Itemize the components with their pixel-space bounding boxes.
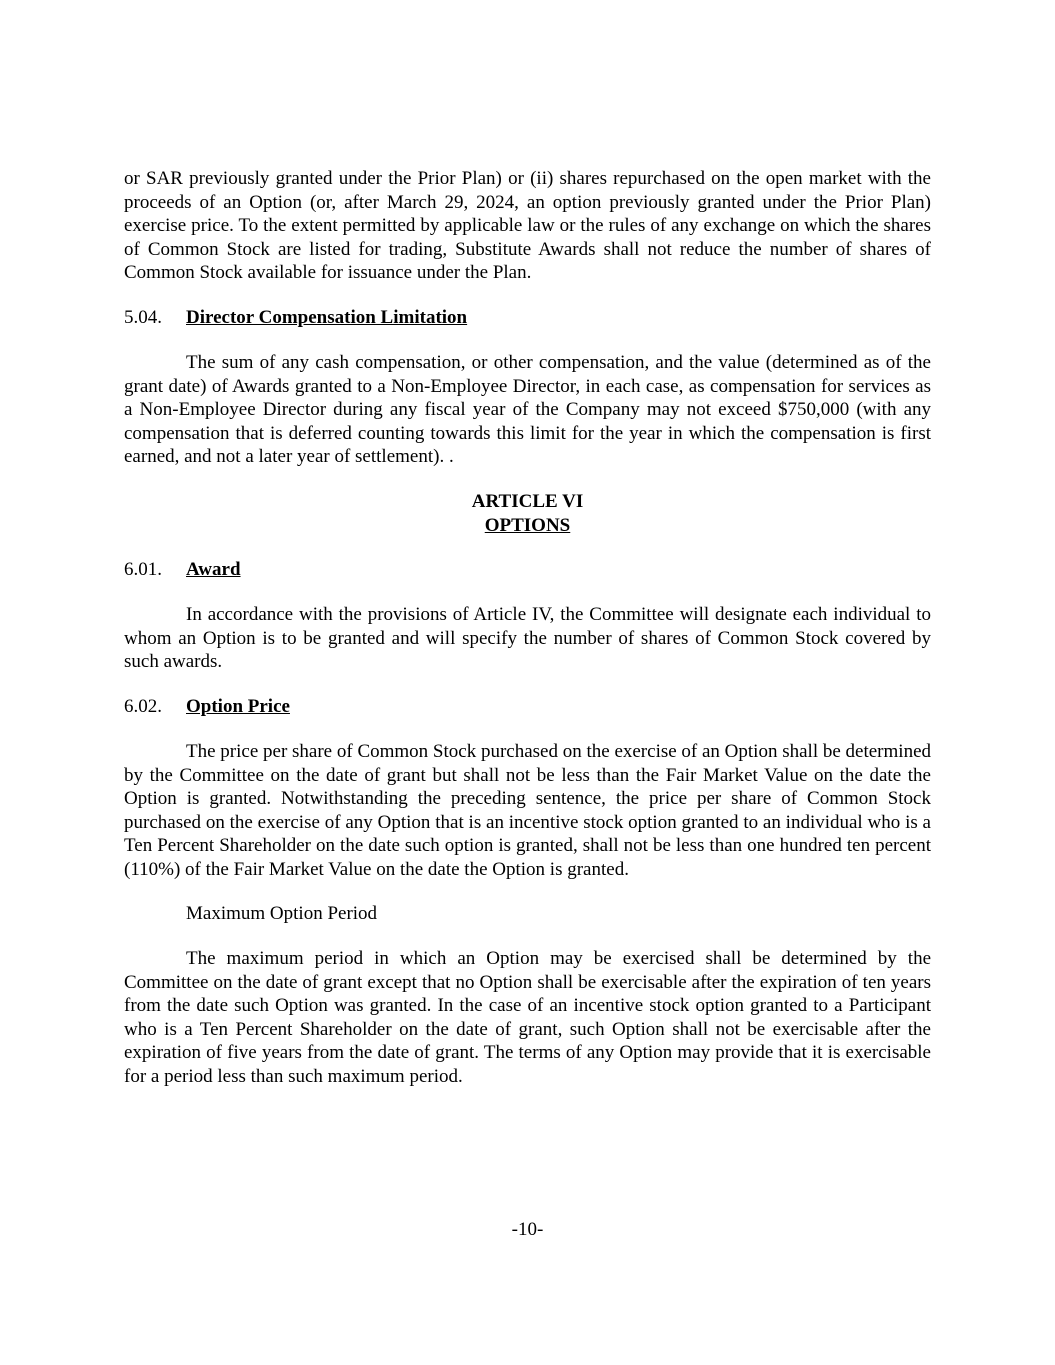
article-heading (124, 490, 931, 537)
section-number: 6.02. (124, 695, 162, 717)
section-number: 6.01. (124, 559, 162, 581)
document-page (124, 167, 931, 1089)
maximum-option-period-body: The maximum period in which an Option may be exercised shall be determined by the Committee on the date of grant except that no Option shall be exercisable after the expiration of ten years from the date such Option was granted. In the case of an incentive stock option granted to a Participant who is a Ten Percent Shareholder on the date of grant, such Option shall not be exercisable after the expiration of five years from the date of grant. The terms of any Option may provide that it is exercisable for a period less than such maximum period. (124, 948, 931, 1088)
section-6-02-body: The price per share of Common Stock purchased on the exercise of an Option shall be determined by the Committee on the date of grant but shall not be less than the Fair Market Value on the date the Option is granted. Notwithstanding the preceding sentence, the price per share of Common Stock purchased on the exercise of any Option that is an incentive stock option granted to an individual who is a Ten Percent Shareholder on the date such option is granted, shall not be less than one hundred ten percent (110%) of the Fair Market Value on the date the Option is granted. (124, 740, 931, 880)
section-5-04-heading (124, 306, 931, 330)
section-6-01-heading (124, 558, 931, 582)
section-6-01-body: In accordance with the provisions of Article IV, the Committee will designate each individual to whom an Option is to be granted and will specify the number of shares of Common Stock covered by such awards. (124, 604, 931, 673)
page-number: -10- (511, 1219, 544, 1240)
maximum-option-period-heading: Maximum Option Period (186, 903, 378, 925)
article-title: OPTIONS (484, 514, 571, 536)
section-title: Director Compensation Limitation (186, 306, 468, 328)
section-6-02-heading (124, 695, 931, 719)
section-number: 5.04. (124, 306, 162, 328)
section-5-04-body: The sum of any cash compensation, or other compensation, and the value (determined as of the grant date) of Awards granted to a Non-Employee Director, in each case, as compensation for services as a Non-Employee Director during any fiscal year of the Company may not exceed $750,000 (with any compensation that is deferred counting towards this limit for the year in which the compensation is first earned, and not a later year of settlement). . (124, 351, 931, 468)
continued-paragraph: or SAR previously granted under the Prior Plan) or (ii) shares repurchased on the open market with the proceeds of an Option (or, after March 29, 2024, an option previously granted under the Prior Plan) exercise price. To the extent permitted by applicable law or the rules of any exchange on which the shares of Common Stock are listed for trading, Substitute Awards shall not reduce the number of shares of Common Stock available for issuance under the Plan. (124, 168, 931, 284)
article-label: ARTICLE VI (471, 490, 584, 512)
section-title: Award (186, 559, 241, 581)
section-title: Option Price (186, 695, 290, 717)
